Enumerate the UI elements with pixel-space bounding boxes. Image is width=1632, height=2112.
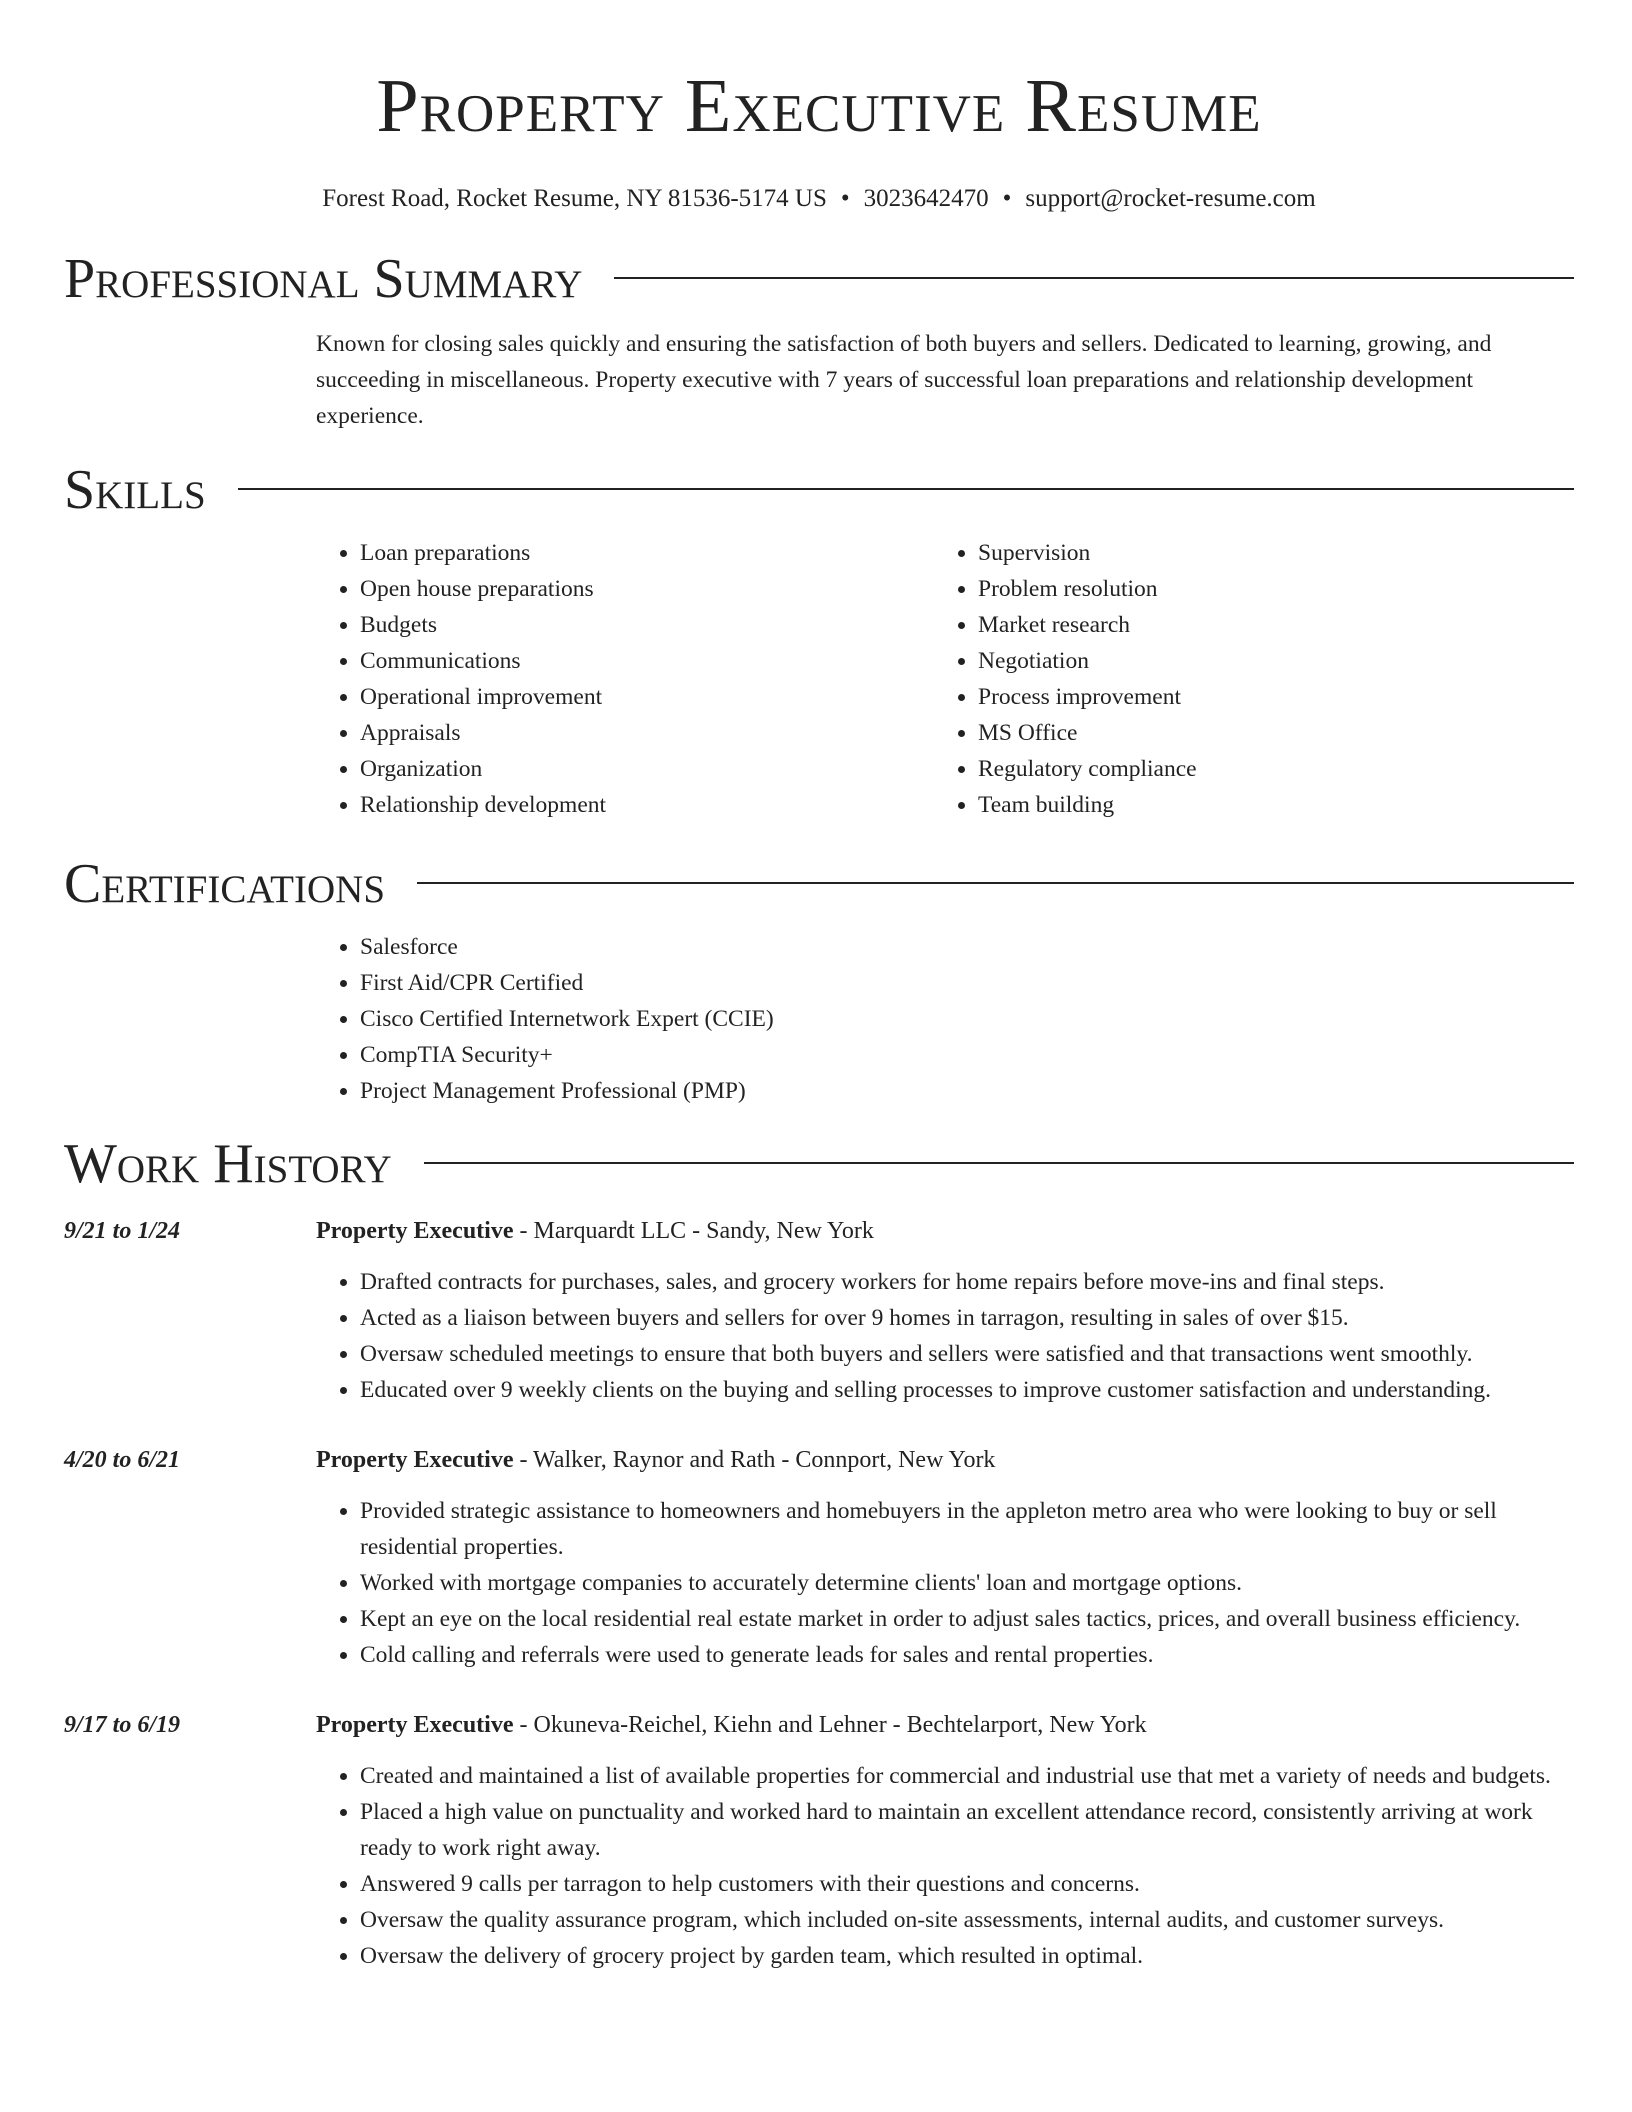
section-divider bbox=[614, 277, 1574, 279]
job-bullet: • Educated over 9 weekly clients on the buying and selling processes to improve customer satisfaction and understanding. bbox=[360, 1372, 1574, 1408]
job-bullets bbox=[316, 1264, 1574, 1408]
skill-item: • MS Office bbox=[978, 715, 1552, 751]
certifications-list bbox=[316, 929, 1574, 1109]
job-bullets bbox=[316, 1758, 1574, 1974]
section-title-certifications: Certifications bbox=[64, 853, 386, 915]
job-heading bbox=[316, 1213, 1574, 1249]
contact-phone: 3023642470 bbox=[863, 185, 989, 212]
skill-item: • Budgets bbox=[360, 607, 934, 643]
summary-text: Known for closing sales quickly and ensuring the satisfaction of both buyers and sellers. Dedicated to learning, growing, and succeeding in miscellaneous. Property executive with 7 years of successful loan preparations and relationship development experience. bbox=[316, 331, 1492, 429]
skills-column-right bbox=[934, 535, 1552, 823]
job-bullet: • Cold calling and referrals were used to generate leads for sales and rental properties. bbox=[360, 1637, 1574, 1673]
contact-separator: • bbox=[840, 185, 850, 212]
skill-item: • Process improvement bbox=[978, 679, 1552, 715]
certification-item: • Salesforce bbox=[360, 929, 1574, 965]
contact-address: Forest Road, Rocket Resume, NY 81536-5174 US bbox=[322, 185, 827, 212]
job-title: Property Executive bbox=[316, 1447, 514, 1473]
skill-item: • Team building bbox=[978, 787, 1552, 823]
job-dates: 9/21 to 1/24 bbox=[64, 1218, 181, 1244]
job-details bbox=[316, 1442, 1574, 1673]
job-bullet: • Worked with mortgage companies to accurately determine clients' loan and mortgage options. bbox=[360, 1565, 1574, 1601]
job-title: Property Executive bbox=[316, 1218, 514, 1244]
job-bullet: • Placed a high value on punctuality and worked hard to maintain an excellent attendance record, consistently arriving at work ready to work right away. bbox=[360, 1794, 1574, 1866]
job-bullet: • Provided strategic assistance to homeowners and homebuyers in the appleton metro area who were looking to buy or sell residential properties. bbox=[360, 1493, 1574, 1565]
job-entry bbox=[64, 1213, 1574, 1408]
job-heading bbox=[316, 1442, 1574, 1478]
skill-item: • Relationship development bbox=[360, 787, 934, 823]
job-details bbox=[316, 1707, 1574, 1974]
job-bullet: • Oversaw the delivery of grocery project by garden team, which resulted in optimal. bbox=[360, 1938, 1574, 1974]
section-divider bbox=[424, 1162, 1574, 1164]
section-divider bbox=[417, 882, 1574, 884]
job-bullet: • Acted as a liaison between buyers and sellers for over 9 homes in tarragon, resulting in sales of over $15. bbox=[360, 1300, 1574, 1336]
job-bullet: • Drafted contracts for purchases, sales, and grocery workers for home repairs before move-ins and final steps. bbox=[360, 1264, 1574, 1300]
certification-item: • Cisco Certified Internetwork Expert (CCIE) bbox=[360, 1001, 1574, 1037]
job-entry bbox=[64, 1707, 1574, 1974]
page-title: Property Executive Resume bbox=[376, 64, 1262, 148]
section-header-summary bbox=[64, 244, 1574, 314]
skills-list bbox=[316, 535, 1574, 823]
section-header-work-history bbox=[64, 1129, 1574, 1199]
job-employer: - Walker, Raynor and Rath - Connport, New York bbox=[513, 1447, 996, 1473]
job-details bbox=[316, 1213, 1574, 1408]
job-entry bbox=[64, 1442, 1574, 1673]
section-divider bbox=[238, 488, 1574, 490]
job-dates: 9/17 to 6/19 bbox=[64, 1712, 181, 1738]
skills-column-left bbox=[316, 535, 934, 823]
section-header-certifications bbox=[64, 849, 1574, 919]
skill-item: • Problem resolution bbox=[978, 571, 1552, 607]
skill-item: • Loan preparations bbox=[360, 535, 934, 571]
job-title: Property Executive bbox=[316, 1712, 514, 1738]
skill-item: • Organization bbox=[360, 751, 934, 787]
skill-item: • Market research bbox=[978, 607, 1552, 643]
skill-item: • Negotiation bbox=[978, 643, 1552, 679]
skill-item: • Operational improvement bbox=[360, 679, 934, 715]
skill-item: • Regulatory compliance bbox=[978, 751, 1552, 787]
job-employer: - Marquardt LLC - Sandy, New York bbox=[513, 1218, 874, 1244]
section-title-summary: Professional Summary bbox=[64, 248, 583, 310]
certification-item: • Project Management Professional (PMP) bbox=[360, 1073, 1574, 1109]
skill-item: • Open house preparations bbox=[360, 571, 934, 607]
job-heading bbox=[316, 1707, 1574, 1743]
contact-line bbox=[64, 184, 1574, 214]
skill-item: • Communications bbox=[360, 643, 934, 679]
job-bullet: • Kept an eye on the local residential real estate market in order to adjust sales tactics, prices, and overall business efficiency. bbox=[360, 1601, 1574, 1637]
certification-item: • CompTIA Security+ bbox=[360, 1037, 1574, 1073]
job-dates: 4/20 to 6/21 bbox=[64, 1447, 181, 1473]
section-title-skills: Skills bbox=[64, 459, 206, 521]
section-header-skills bbox=[64, 455, 1574, 525]
job-bullets bbox=[316, 1493, 1574, 1673]
job-bullet: • Oversaw the quality assurance program, which included on-site assessments, internal audits, and customer surveys. bbox=[360, 1902, 1574, 1938]
skill-item: • Appraisals bbox=[360, 715, 934, 751]
section-title-work-history: Work History bbox=[64, 1133, 392, 1195]
job-bullet: • Oversaw scheduled meetings to ensure that both buyers and sellers were satisfied and that transactions went smoothly. bbox=[360, 1336, 1574, 1372]
contact-email: support@rocket-resume.com bbox=[1025, 185, 1316, 212]
certification-item: • First Aid/CPR Certified bbox=[360, 965, 1574, 1001]
job-bullet: • Created and maintained a list of available properties for commercial and industrial use that met a variety of needs and budgets. bbox=[360, 1758, 1574, 1794]
resume-page bbox=[64, 0, 1574, 1974]
job-bullet: • Answered 9 calls per tarragon to help customers with their questions and concerns. bbox=[360, 1866, 1574, 1902]
contact-separator: • bbox=[1002, 185, 1012, 212]
skill-item: • Supervision bbox=[978, 535, 1552, 571]
job-employer: - Okuneva-Reichel, Kiehn and Lehner - Bechtelarport, New York bbox=[513, 1712, 1147, 1738]
